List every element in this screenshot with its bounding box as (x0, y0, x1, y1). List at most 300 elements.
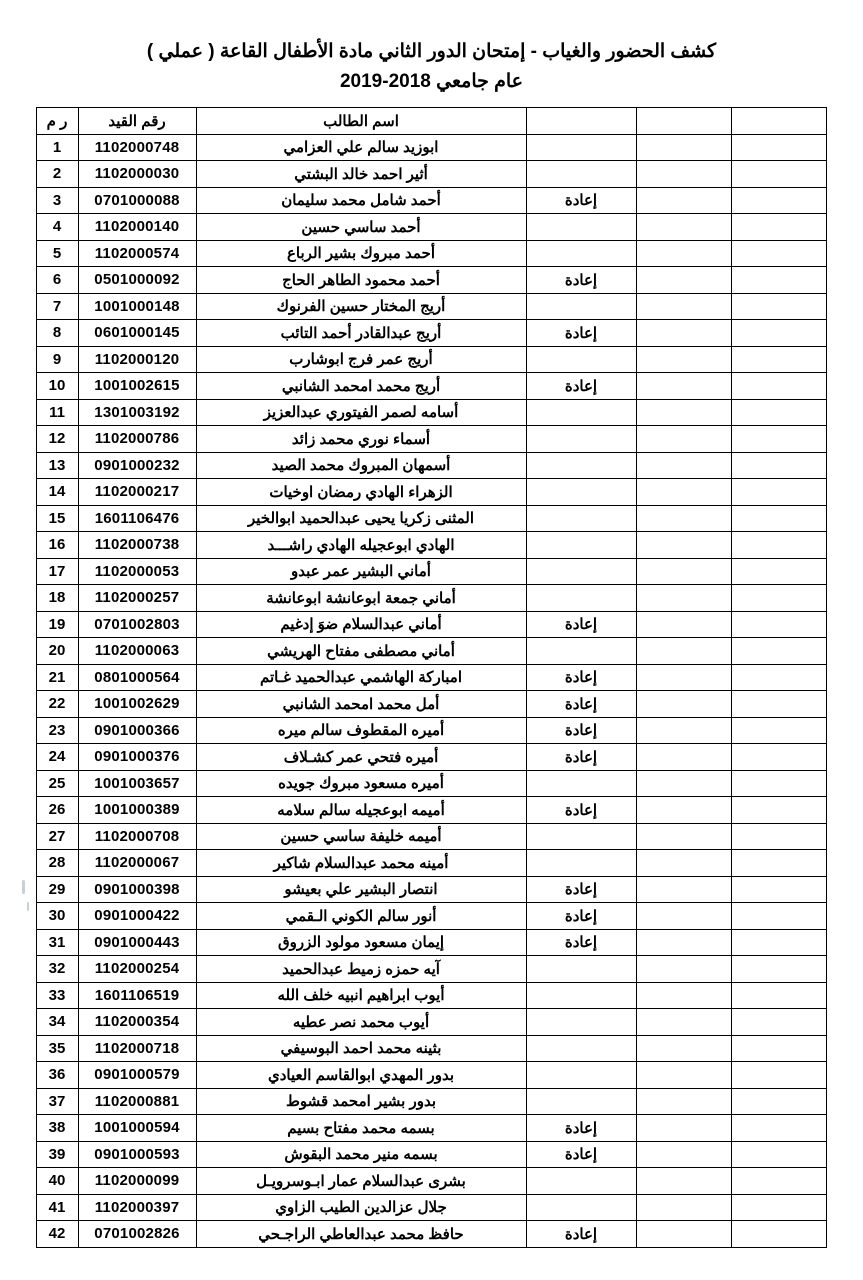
cell-student-name: جلال عزالدين الطيب الزاوي (196, 1194, 526, 1221)
table-row (36, 452, 826, 479)
cell-signature-2[interactable] (731, 982, 826, 1009)
cell-student-name: أميمه خليفة ساسي حسين (196, 823, 526, 850)
cell-registration-number: 0701002826 (78, 1221, 196, 1248)
cell-serial: 32 (36, 956, 78, 983)
cell-note (526, 240, 636, 267)
cell-signature-1[interactable] (636, 346, 731, 373)
cell-registration-number: 1102000786 (78, 426, 196, 453)
table-row (36, 691, 826, 718)
cell-registration-number: 1102000748 (78, 134, 196, 161)
cell-note: إعادة (526, 903, 636, 930)
cell-signature-2[interactable] (731, 823, 826, 850)
cell-registration-number: 1301003192 (78, 399, 196, 426)
cell-note: إعادة (526, 797, 636, 824)
cell-serial: 34 (36, 1009, 78, 1036)
cell-note (526, 532, 636, 559)
cell-signature-1[interactable] (636, 1062, 731, 1089)
cell-signature-1[interactable] (636, 240, 731, 267)
cell-student-name: أسماء نوري محمد زائد (196, 426, 526, 453)
cell-signature-2[interactable] (731, 1062, 826, 1089)
cell-registration-number: 1102000254 (78, 956, 196, 983)
cell-registration-number: 1102000063 (78, 638, 196, 665)
cell-note: إعادة (526, 691, 636, 718)
cell-serial: 25 (36, 770, 78, 797)
cell-student-name: أميره المقطوف سالم ميره (196, 717, 526, 744)
cell-signature-1[interactable] (636, 214, 731, 241)
cell-signature-1[interactable] (636, 1194, 731, 1221)
cell-student-name: انتصار البشير علي بعيشو (196, 876, 526, 903)
cell-student-name: بسمه منير محمد البقوش (196, 1141, 526, 1168)
cell-signature-2[interactable] (731, 903, 826, 930)
cell-note (526, 399, 636, 426)
cell-signature-1[interactable] (636, 452, 731, 479)
table-row (36, 823, 826, 850)
cell-signature-2[interactable] (731, 850, 826, 877)
cell-student-name: أميره مسعود مبروك جويده (196, 770, 526, 797)
cell-note (526, 770, 636, 797)
cell-signature-1[interactable] (636, 505, 731, 532)
cell-serial: 11 (36, 399, 78, 426)
cell-registration-number: 1102000217 (78, 479, 196, 506)
cell-student-name: أريج المختار حسين الفرنوك (196, 293, 526, 320)
cell-signature-2[interactable] (731, 187, 826, 214)
cell-note: إعادة (526, 929, 636, 956)
cell-registration-number: 0901000398 (78, 876, 196, 903)
cell-signature-1[interactable] (636, 293, 731, 320)
cell-student-name: بدور بشير امحمد قشوط (196, 1088, 526, 1115)
cell-student-name: بثينه محمد احمد البوسيفي (196, 1035, 526, 1062)
cell-signature-2[interactable] (731, 770, 826, 797)
cell-note: إعادة (526, 611, 636, 638)
cell-note: إعادة (526, 187, 636, 214)
table-row (36, 903, 826, 930)
table-row (36, 267, 826, 294)
cell-signature-2[interactable] (731, 1221, 826, 1248)
table-row (36, 744, 826, 771)
cell-registration-number: 1102000354 (78, 1009, 196, 1036)
cell-note (526, 1194, 636, 1221)
cell-serial: 10 (36, 373, 78, 400)
cell-signature-1[interactable] (636, 585, 731, 612)
cell-serial: 26 (36, 797, 78, 824)
cell-note (526, 638, 636, 665)
cell-note: إعادة (526, 717, 636, 744)
table-row (36, 664, 826, 691)
cell-serial: 42 (36, 1221, 78, 1248)
cell-signature-2[interactable] (731, 1141, 826, 1168)
cell-note: إعادة (526, 744, 636, 771)
cell-student-name: أماني جمعة ابوعانشة ابوعانشة (196, 585, 526, 612)
table-row (36, 479, 826, 506)
cell-student-name: أيوب ابراهيم انبيه خلف الله (196, 982, 526, 1009)
cell-registration-number: 0601000145 (78, 320, 196, 347)
roster-table-body (36, 134, 826, 1247)
cell-student-name: أريج محمد امحمد الشانبي (196, 373, 526, 400)
column-header-serial: ر م (36, 108, 78, 135)
cell-serial: 7 (36, 293, 78, 320)
table-row (36, 399, 826, 426)
cell-signature-2[interactable] (731, 240, 826, 267)
table-row (36, 929, 826, 956)
cell-signature-2[interactable] (731, 558, 826, 585)
cell-serial: 23 (36, 717, 78, 744)
cell-note: إعادة (526, 876, 636, 903)
document-header (0, 0, 863, 95)
table-row (36, 585, 826, 612)
cell-note (526, 1062, 636, 1089)
cell-note: إعادة (526, 373, 636, 400)
cell-signature-2[interactable] (731, 744, 826, 771)
cell-registration-number: 1102000738 (78, 532, 196, 559)
cell-signature-2[interactable] (731, 1009, 826, 1036)
cell-signature-2[interactable] (731, 426, 826, 453)
cell-registration-number: 1601106519 (78, 982, 196, 1009)
cell-signature-2[interactable] (731, 717, 826, 744)
cell-signature-2[interactable] (731, 638, 826, 665)
cell-student-name: أسمهان المبروك محمد الصيد (196, 452, 526, 479)
cell-serial: 40 (36, 1168, 78, 1195)
cell-student-name: أسامه لصمر الفيتوري عبدالعزيز (196, 399, 526, 426)
cell-signature-1[interactable] (636, 532, 731, 559)
table-row (36, 373, 826, 400)
cell-signature-2[interactable] (731, 1168, 826, 1195)
cell-note (526, 585, 636, 612)
table-row (36, 214, 826, 241)
cell-registration-number: 1102000257 (78, 585, 196, 612)
cell-student-name: أنور سالم الكوني الـقمي (196, 903, 526, 930)
cell-signature-2[interactable] (731, 373, 826, 400)
cell-signature-1[interactable] (636, 161, 731, 188)
cell-student-name: إيمان مسعود مولود الزروق (196, 929, 526, 956)
cell-signature-1[interactable] (636, 187, 731, 214)
cell-serial: 12 (36, 426, 78, 453)
cell-signature-2[interactable] (731, 134, 826, 161)
cell-signature-1[interactable] (636, 1168, 731, 1195)
cell-serial: 13 (36, 452, 78, 479)
cell-registration-number: 1601106476 (78, 505, 196, 532)
cell-serial: 33 (36, 982, 78, 1009)
cell-note (526, 1088, 636, 1115)
cell-student-name: الزهراء الهادي رمضان اوخيات (196, 479, 526, 506)
cell-signature-2[interactable] (731, 267, 826, 294)
cell-signature-1[interactable] (636, 717, 731, 744)
cell-serial: 27 (36, 823, 78, 850)
cell-serial: 2 (36, 161, 78, 188)
cell-note (526, 1035, 636, 1062)
cell-registration-number: 1102000030 (78, 161, 196, 188)
table-row (36, 956, 826, 983)
cell-serial: 3 (36, 187, 78, 214)
table-row (36, 638, 826, 665)
column-header-signature-2 (731, 108, 826, 135)
cell-student-name: أيوب محمد نصر عطيه (196, 1009, 526, 1036)
cell-signature-2[interactable] (731, 399, 826, 426)
table-row (36, 1088, 826, 1115)
cell-registration-number: 0501000092 (78, 267, 196, 294)
cell-registration-number: 1001002629 (78, 691, 196, 718)
table-row (36, 1009, 826, 1036)
cell-signature-2[interactable] (731, 1194, 826, 1221)
cell-signature-2[interactable] (731, 161, 826, 188)
cell-registration-number: 0901000376 (78, 744, 196, 771)
cell-serial: 24 (36, 744, 78, 771)
cell-registration-number: 0701002803 (78, 611, 196, 638)
cell-student-name: بشرى عبدالسلام عمار ابـوسرويـل (196, 1168, 526, 1195)
cell-student-name: امباركة الهاشمي عبدالحميد غـاتم (196, 664, 526, 691)
table-row (36, 797, 826, 824)
cell-signature-1[interactable] (636, 956, 731, 983)
cell-registration-number: 1001000389 (78, 797, 196, 824)
table-row (36, 611, 826, 638)
cell-serial: 39 (36, 1141, 78, 1168)
cell-signature-2[interactable] (731, 214, 826, 241)
cell-serial: 31 (36, 929, 78, 956)
cell-signature-2[interactable] (731, 876, 826, 903)
page-speck-mark (22, 880, 25, 894)
cell-registration-number: 1001003657 (78, 770, 196, 797)
cell-serial: 4 (36, 214, 78, 241)
document-title-line-2: عام جامعي 2018-2019 (339, 70, 524, 92)
cell-signature-2[interactable] (731, 1035, 826, 1062)
cell-signature-1[interactable] (636, 558, 731, 585)
cell-note (526, 850, 636, 877)
cell-signature-1[interactable] (636, 399, 731, 426)
cell-note (526, 479, 636, 506)
cell-registration-number: 0901000232 (78, 452, 196, 479)
page-speck-mark-secondary (27, 902, 29, 911)
cell-serial: 21 (36, 664, 78, 691)
cell-signature-1[interactable] (636, 1141, 731, 1168)
cell-note (526, 1009, 636, 1036)
column-header-student-name: اسم الطالب (196, 108, 526, 135)
cell-student-name: الهادي ابوعجيله الهادي راشـــد (196, 532, 526, 559)
table-row (36, 1168, 826, 1195)
table-row (36, 1194, 826, 1221)
cell-student-name: أريج عبدالقادر أحمد التائب (196, 320, 526, 347)
cell-note (526, 1168, 636, 1195)
cell-registration-number: 1001000148 (78, 293, 196, 320)
cell-registration-number: 1001000594 (78, 1115, 196, 1142)
cell-serial: 6 (36, 267, 78, 294)
cell-registration-number: 0901000443 (78, 929, 196, 956)
cell-registration-number: 1102000574 (78, 240, 196, 267)
table-row (36, 770, 826, 797)
table-row (36, 1062, 826, 1089)
cell-signature-2[interactable] (731, 664, 826, 691)
cell-signature-1[interactable] (636, 903, 731, 930)
roster-table-container (37, 107, 827, 1248)
cell-student-name: أحمد ساسي حسين (196, 214, 526, 241)
cell-signature-2[interactable] (731, 691, 826, 718)
cell-signature-2[interactable] (731, 452, 826, 479)
cell-note: إعادة (526, 1221, 636, 1248)
table-row (36, 850, 826, 877)
cell-serial: 18 (36, 585, 78, 612)
cell-student-name: أمل محمد امحمد الشانبي (196, 691, 526, 718)
cell-student-name: أميمه ابوعجيله سالم سلامه (196, 797, 526, 824)
cell-registration-number: 1102000708 (78, 823, 196, 850)
cell-note (526, 426, 636, 453)
cell-student-name: أثير احمد خالد البشتي (196, 161, 526, 188)
cell-signature-1[interactable] (636, 638, 731, 665)
cell-registration-number: 1001002615 (78, 373, 196, 400)
cell-signature-1[interactable] (636, 797, 731, 824)
cell-note: إعادة (526, 1141, 636, 1168)
cell-registration-number: 1102000120 (78, 346, 196, 373)
cell-registration-number: 1102000067 (78, 850, 196, 877)
table-row (36, 982, 826, 1009)
table-row (36, 1141, 826, 1168)
table-row (36, 293, 826, 320)
cell-serial: 35 (36, 1035, 78, 1062)
cell-signature-2[interactable] (731, 532, 826, 559)
cell-registration-number: 0901000593 (78, 1141, 196, 1168)
cell-serial: 1 (36, 134, 78, 161)
cell-note (526, 505, 636, 532)
cell-serial: 15 (36, 505, 78, 532)
cell-registration-number: 1102000881 (78, 1088, 196, 1115)
cell-serial: 8 (36, 320, 78, 347)
cell-student-name: المثنى زكريا يحيى عبدالحميد ابوالخير (196, 505, 526, 532)
cell-signature-1[interactable] (636, 929, 731, 956)
cell-signature-1[interactable] (636, 982, 731, 1009)
cell-note (526, 293, 636, 320)
table-row (36, 1035, 826, 1062)
cell-registration-number: 1102000718 (78, 1035, 196, 1062)
cell-student-name: بدور المهدي ابوالقاسم العيادي (196, 1062, 526, 1089)
cell-note (526, 558, 636, 585)
cell-signature-1[interactable] (636, 134, 731, 161)
cell-student-name: أريج عمر فرج ابوشارب (196, 346, 526, 373)
cell-student-name: أحمد مبروك بشير الرباع (196, 240, 526, 267)
cell-serial: 37 (36, 1088, 78, 1115)
table-row (36, 1221, 826, 1248)
cell-registration-number: 1102000140 (78, 214, 196, 241)
column-header-signature-1 (636, 108, 731, 135)
cell-note: إعادة (526, 664, 636, 691)
cell-signature-1[interactable] (636, 691, 731, 718)
cell-signature-1[interactable] (636, 479, 731, 506)
table-row (36, 346, 826, 373)
cell-registration-number: 0801000564 (78, 664, 196, 691)
cell-note (526, 452, 636, 479)
cell-signature-1[interactable] (636, 1035, 731, 1062)
cell-serial: 20 (36, 638, 78, 665)
cell-serial: 16 (36, 532, 78, 559)
table-row (36, 426, 826, 453)
cell-signature-2[interactable] (731, 929, 826, 956)
cell-student-name: حافظ محمد عبدالعاطي الراجـحي (196, 1221, 526, 1248)
cell-signature-1[interactable] (636, 426, 731, 453)
cell-serial: 41 (36, 1194, 78, 1221)
cell-note (526, 982, 636, 1009)
cell-signature-1[interactable] (636, 823, 731, 850)
column-header-note (526, 108, 636, 135)
table-row (36, 187, 826, 214)
cell-student-name: أماني البشير عمر عبدو (196, 558, 526, 585)
cell-student-name: أمينه محمد عبدالسلام شاكير (196, 850, 526, 877)
cell-signature-1[interactable] (636, 664, 731, 691)
cell-serial: 36 (36, 1062, 78, 1089)
cell-signature-1[interactable] (636, 770, 731, 797)
cell-note (526, 214, 636, 241)
cell-registration-number: 1102000053 (78, 558, 196, 585)
table-row (36, 717, 826, 744)
cell-student-name: أماني عبدالسلام ضوَ إدغيم (196, 611, 526, 638)
cell-note (526, 346, 636, 373)
cell-signature-1[interactable] (636, 744, 731, 771)
cell-signature-1[interactable] (636, 1221, 731, 1248)
cell-note: إعادة (526, 267, 636, 294)
cell-signature-2[interactable] (731, 585, 826, 612)
roster-table (36, 107, 827, 1248)
cell-student-name: أميره فتحي عمر كشـلاف (196, 744, 526, 771)
cell-student-name: أحمد شامل محمد سليمان (196, 187, 526, 214)
cell-note (526, 956, 636, 983)
table-header-row (36, 108, 826, 135)
table-row (36, 134, 826, 161)
cell-signature-1[interactable] (636, 373, 731, 400)
cell-signature-2[interactable] (731, 346, 826, 373)
table-row (36, 505, 826, 532)
cell-note (526, 134, 636, 161)
cell-signature-2[interactable] (731, 505, 826, 532)
table-row (36, 240, 826, 267)
cell-registration-number: 0901000366 (78, 717, 196, 744)
cell-signature-2[interactable] (731, 320, 826, 347)
cell-signature-1[interactable] (636, 267, 731, 294)
cell-registration-number: 0901000422 (78, 903, 196, 930)
cell-signature-2[interactable] (731, 797, 826, 824)
cell-student-name: آيه حمزه زميط عبدالحميد (196, 956, 526, 983)
cell-serial: 28 (36, 850, 78, 877)
cell-signature-1[interactable] (636, 876, 731, 903)
cell-serial: 22 (36, 691, 78, 718)
cell-serial: 14 (36, 479, 78, 506)
cell-signature-1[interactable] (636, 611, 731, 638)
table-row (36, 558, 826, 585)
cell-serial: 38 (36, 1115, 78, 1142)
cell-serial: 30 (36, 903, 78, 930)
cell-student-name: أحمد محمود الطاهر الحاج (196, 267, 526, 294)
cell-serial: 9 (36, 346, 78, 373)
cell-student-name: ابوزيد سالم علي العزامي (196, 134, 526, 161)
cell-registration-number: 0701000088 (78, 187, 196, 214)
cell-note (526, 161, 636, 188)
cell-serial: 5 (36, 240, 78, 267)
cell-signature-2[interactable] (731, 293, 826, 320)
cell-signature-1[interactable] (636, 1115, 731, 1142)
cell-signature-2[interactable] (731, 611, 826, 638)
cell-signature-2[interactable] (731, 1088, 826, 1115)
table-row (36, 161, 826, 188)
cell-signature-2[interactable] (731, 956, 826, 983)
cell-serial: 19 (36, 611, 78, 638)
cell-note: إعادة (526, 320, 636, 347)
cell-student-name: أماني مصطفى مفتاح الهريشي (196, 638, 526, 665)
cell-registration-number: 0901000579 (78, 1062, 196, 1089)
cell-signature-1[interactable] (636, 320, 731, 347)
cell-serial: 29 (36, 876, 78, 903)
cell-serial: 17 (36, 558, 78, 585)
column-header-registration-number: رقم القيد (78, 108, 196, 135)
cell-signature-2[interactable] (731, 479, 826, 506)
cell-signature-1[interactable] (636, 850, 731, 877)
cell-signature-2[interactable] (731, 1115, 826, 1142)
cell-signature-1[interactable] (636, 1088, 731, 1115)
cell-signature-1[interactable] (636, 1009, 731, 1036)
table-row (36, 320, 826, 347)
